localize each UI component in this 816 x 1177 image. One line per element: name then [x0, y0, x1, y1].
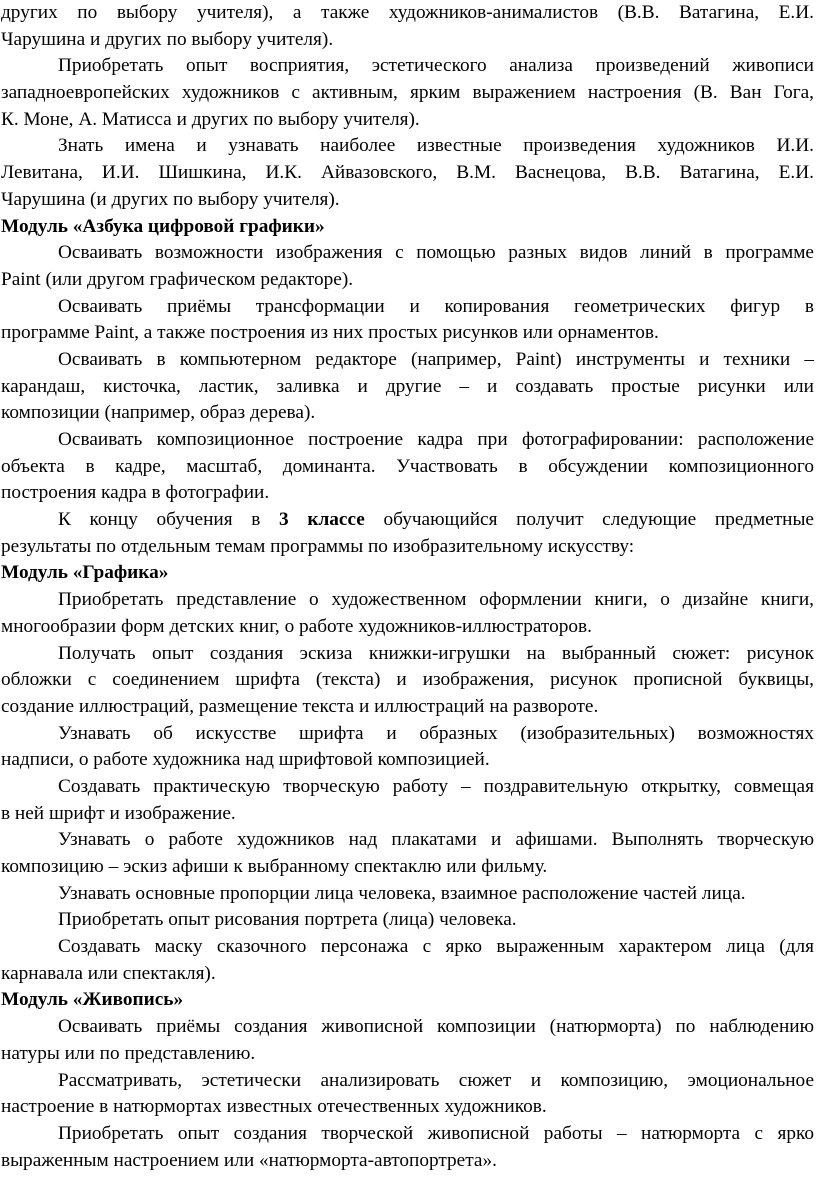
text-line: Приобретать опыт восприятия, эстетического анализа произведений живописи	[58, 55, 814, 77]
text-line: Чарушина и других по выбору учителя).	[1, 28, 334, 50]
paragraph	[1, 774, 814, 827]
paragraph	[1, 587, 814, 640]
text-line: Осваивать приёмы создания живописной композиции (натюрморта) по наблюдению	[58, 1016, 814, 1038]
text-line: композиции (например, образ дерева).	[1, 402, 316, 424]
paragraph	[1, 240, 814, 293]
paragraph	[1, 133, 814, 213]
section-heading	[1, 987, 814, 1014]
text-line: Приобретать представление о художественном оформлении книги, о дизайне книги,	[58, 589, 814, 611]
text-line: других по выбору учителя), а также художников-анималистов (В.В. Ватагина, Е.И.	[1, 2, 814, 23]
text-line: Модуль «Живопись»	[1, 989, 184, 1011]
text-line: Модуль «Графика»	[1, 562, 169, 584]
paragraph	[1, 427, 814, 507]
paragraph	[1, 507, 814, 560]
paragraph	[1, 347, 814, 427]
text-line: настроение в натюрмортах известных отечественных художников.	[1, 1096, 547, 1118]
text-segment: К концу обучения в	[58, 509, 280, 531]
text-line: Чарушина (и других по выбору учителя).	[1, 188, 340, 210]
text-line: создание иллюстраций, размещение текста и иллюстраций на развороте.	[1, 695, 599, 717]
text-line: Приобретать опыт создания творческой живописной работы – натюрморта с ярко	[58, 1122, 814, 1144]
paragraph	[1, 0, 814, 53]
paragraph	[1, 1121, 814, 1174]
paragraph	[1, 294, 814, 347]
paragraph	[1, 1068, 814, 1121]
text-line: Осваивать в компьютерном редакторе (например, Paint) инструменты и техники –	[58, 348, 814, 370]
text-line: Получать опыт создания эскиза книжки-игрушки на выбранный сюжет: рисунок	[58, 642, 814, 664]
text-line: в ней шрифт и изображение.	[1, 802, 236, 824]
text-line: надписи, о работе художника над шрифтовой композицией.	[1, 749, 490, 771]
text-line: Узнавать основные пропорции лица человека, взаимное расположение частей лица.	[58, 882, 746, 904]
text-line: карандаш, кисточка, ластик, заливка и другие – и создавать простые рисунки или	[1, 375, 814, 397]
text-line: Рассматривать, эстетически анализировать сюжет и композицию, эмоциональное	[58, 1069, 814, 1091]
paragraph	[1, 827, 814, 880]
text-segment: обучающийся получит следующие предметные	[364, 509, 814, 531]
text-line: Узнавать о работе художников над плакатами и афишами. Выполнять творческую	[58, 829, 814, 851]
text-line: Осваивать возможности изображения с помощью разных видов линий в программе	[58, 242, 814, 264]
paragraph	[1, 934, 814, 987]
text-line: Левитана, И.И. Шишкина, И.К. Айвазовского, В.М. Васнецова, В.В. Ватагина, Е.И.	[1, 162, 814, 184]
text-line: Осваивать приёмы трансформации и копирования геометрических фигур в	[58, 295, 814, 317]
text-line: западноевропейских художников с активным, ярким выражением настроения (В. Ван Гога,	[1, 82, 814, 104]
section-heading	[1, 560, 814, 587]
text-line: многообразии форм детских книг, о работе художников-иллюстраторов.	[1, 615, 592, 637]
text-line: Создавать практическую творческую работу – поздравительную открытку, совмещая	[58, 775, 814, 797]
text-line: построения кадра в фотографии.	[1, 482, 270, 504]
section-heading	[1, 214, 814, 241]
text-line: программе Paint, а также построения из них простых рисунков или орнаментов.	[1, 322, 659, 344]
text-line: результаты по отдельным темам программы по изобразительному искусству:	[1, 535, 635, 557]
text-line: Приобретать опыт рисования портрета (лица) человека.	[58, 909, 517, 931]
text-line: объекта в кадре, масштаб, доминанта. Участвовать в обсуждении композиционного	[1, 455, 814, 477]
text-line: обложки с соединением шрифта (текста) и изображения, рисунок прописной буквицы,	[1, 669, 814, 691]
text-line: К. Моне, А. Матисса и других по выбору учителя).	[1, 108, 420, 130]
paragraph	[1, 721, 814, 774]
text-line: натуры или по представлению.	[1, 1042, 256, 1064]
bold-text: 3 классе	[279, 509, 365, 531]
text-line: Paint (или другом графическом редакторе).	[1, 268, 354, 290]
text-line: выраженным настроением или «натюрморта-автопортрета».	[1, 1149, 497, 1171]
paragraph	[1, 53, 814, 133]
text-line: Знать имена и узнавать наиболее известные произведения художников И.И.	[58, 135, 814, 157]
paragraph	[1, 641, 814, 721]
text-line: Модуль «Азбука цифровой графики»	[1, 215, 325, 237]
text-line: Создавать маску сказочного персонажа с ярко выраженным характером лица (для	[58, 936, 814, 958]
document-page	[1, 0, 814, 1174]
paragraph	[1, 907, 814, 934]
paragraph	[1, 881, 814, 908]
text-line: карнавала или спектакля).	[1, 962, 216, 984]
text-line: композицию – эскиз афиши к выбранному спектаклю или фильму.	[1, 856, 548, 877]
text-line: Узнавать об искусстве шрифта и образных (изобразительных) возможностях	[58, 722, 814, 744]
text-line	[1, 507, 814, 534]
paragraph	[1, 1014, 814, 1067]
text-line: Осваивать композиционное построение кадра при фотографировании: расположение	[58, 429, 814, 450]
